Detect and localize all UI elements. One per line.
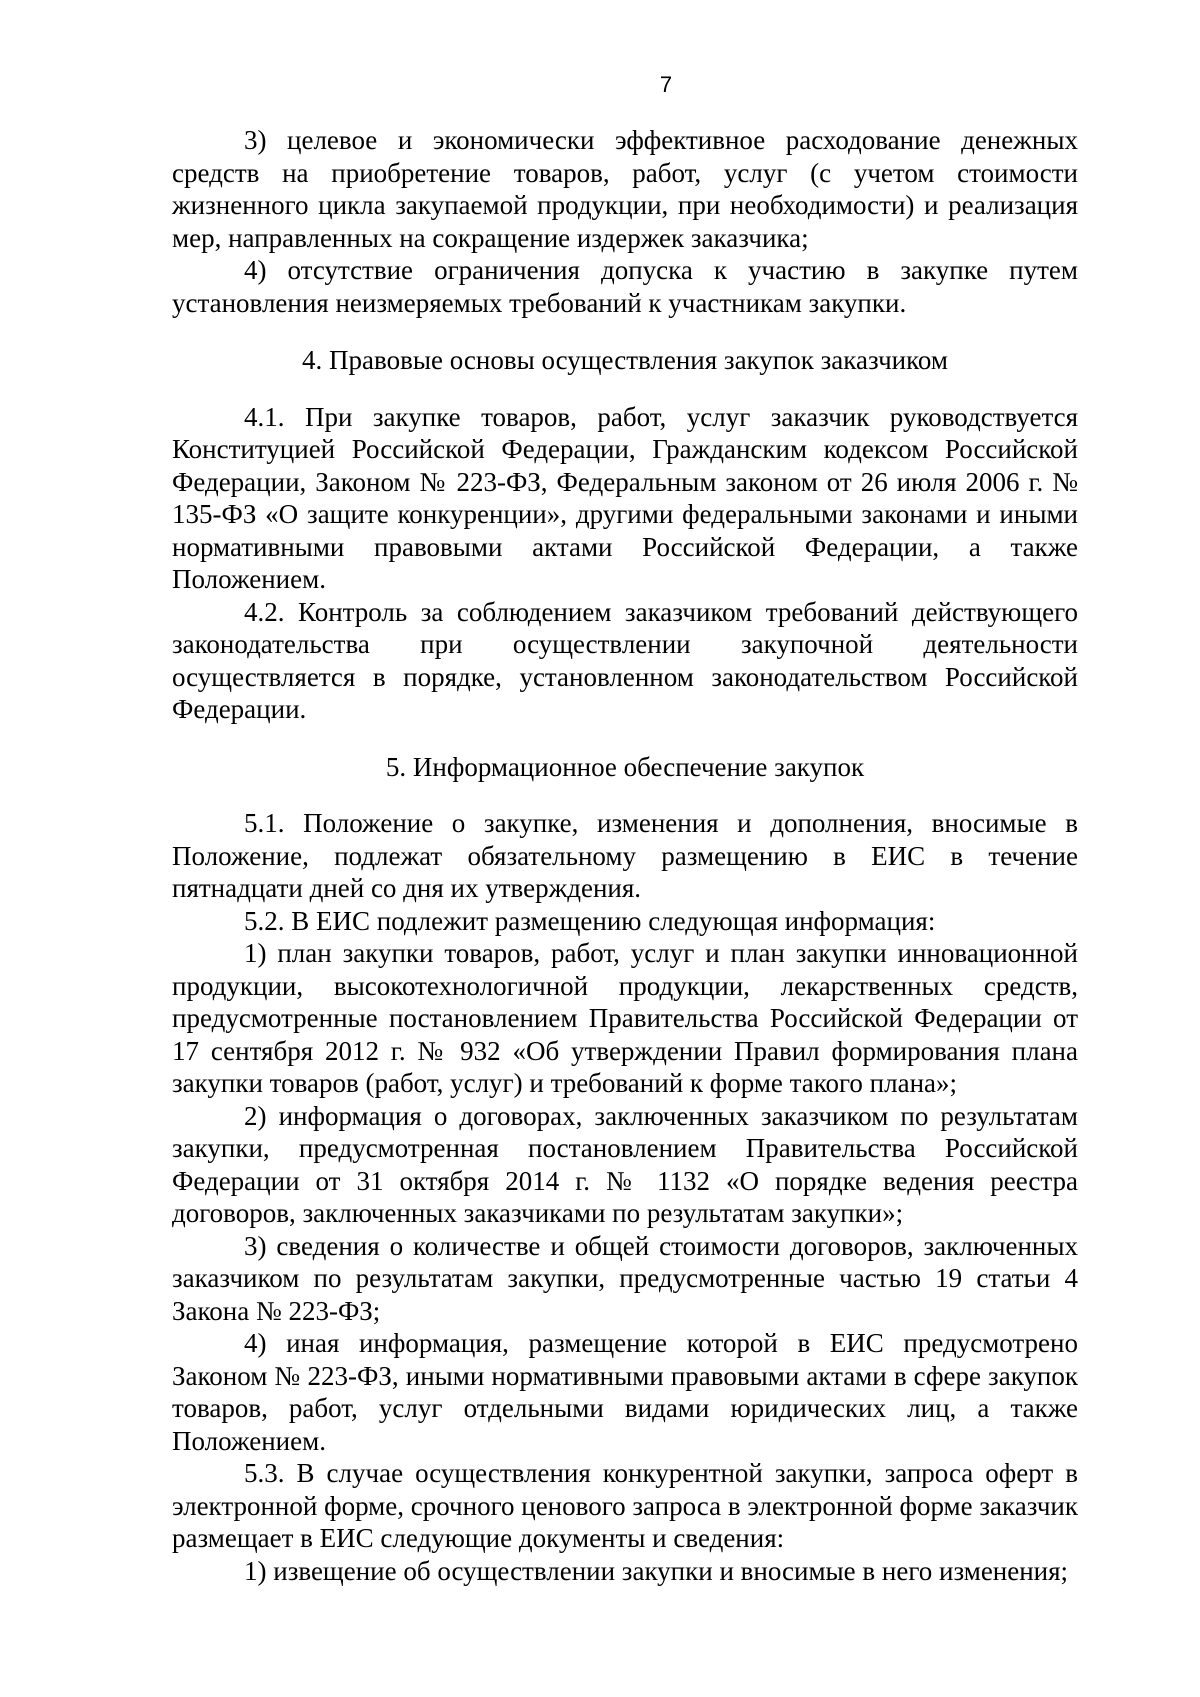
page-number: 7 [659, 72, 673, 97]
paragraph-4: 4) отсутствие ограничения допуска к участию в закупке путем установления неизмеряемых требований к участникам закупки. [172, 255, 1078, 318]
paragraph-5-3-1: 1) извещение об осуществлении закупки и вносимые в него изменения; [244, 1555, 1069, 1586]
paragraph-5-2: 5.2. В ЕИС подлежит размещению следующая информация: [244, 905, 936, 936]
section-heading-4: 4. Правовые основы осуществления закупок заказчиком [302, 345, 948, 375]
paragraph-4-1: 4.1. При закупке товаров, работ, услуг заказчик руководствуется Конституцией Российской Федерации, Гражданским кодексом Российской Федерации, Законом № 223-ФЗ, Федеральным законом от 26 июля 2006 г. № 135-ФЗ «О защите конкуренции», другими федеральными законами и иными нормативными правовыми актами Российской Федерации, а также Положением. [172, 401, 1078, 594]
paragraph-5-2-4: 4) иная информация, размещение которой в ЕИС предусмотрено Законом № 223-ФЗ, иными нормативными правовыми актами в сфере закупок товаров, работ, услуг отдельными видами юридических лиц, а также Положением. [172, 1328, 1078, 1456]
paragraph-5-2-2: 2) информация о договорах, заключенных заказчиком по результатам закупки, предусмотренная постановлением Правительства Российской Федерации от 31 октября 2014 г. № 1132 «О порядке ведения реестра договоров, заключенных заказчиками по результатам закупки»; [172, 1100, 1078, 1228]
section-heading-5: 5. Информационное обеспечение закупок [385, 751, 865, 782]
paragraph-3: 3) целевое и экономически эффективное расходование денежных средств на приобретение товаров, работ, услуг (с учетом стоимости жизненного цикла закупаемой продукции, при необходимости) и реализация мер, направленных на сокращение издержек заказчика; [172, 125, 1078, 253]
paragraph-4-2: 4.2. Контроль за соблюдением заказчиком требований действующего законодательства при осуществлении закупочной деятельности осуществляется в порядке, установленном законодательством Российской Федерации. [172, 596, 1078, 724]
paragraph-5-1: 5.1. Положение о закупке, изменения и дополнения, вносимые в Положение, подлежат обязательному размещению в ЕИС в течение пятнадцати дней со дня их утверждения. [172, 808, 1078, 903]
document-body [172, 124, 1078, 1587]
paragraph-5-2-3: 3) сведения о количестве и общей стоимости договоров, заключенных заказчиком по результатам закупки, предусмотренные частью 19 статьи 4 Закона № 223-ФЗ; [172, 1230, 1078, 1326]
paragraph-5-3: 5.3. В случае осуществления конкурентной закупки, запроса оферт в электронной форме, срочного ценового запроса в электронной форме заказчик размещает в ЕИС следующие документы и сведения: [172, 1458, 1078, 1553]
paragraph-5-2-1: 1) план закупки товаров, работ, услуг и план закупки инновационной продукции, высокотехнологичной продукции, лекарственных средств, предусмотренные постановлением Правительства Российской Федерации от 17 сентября 2012 г. № 932 «Об утверждении Правил формирования плана закупки товаров (работ, услуг) и требований к форме такого плана»; [172, 938, 1078, 1098]
